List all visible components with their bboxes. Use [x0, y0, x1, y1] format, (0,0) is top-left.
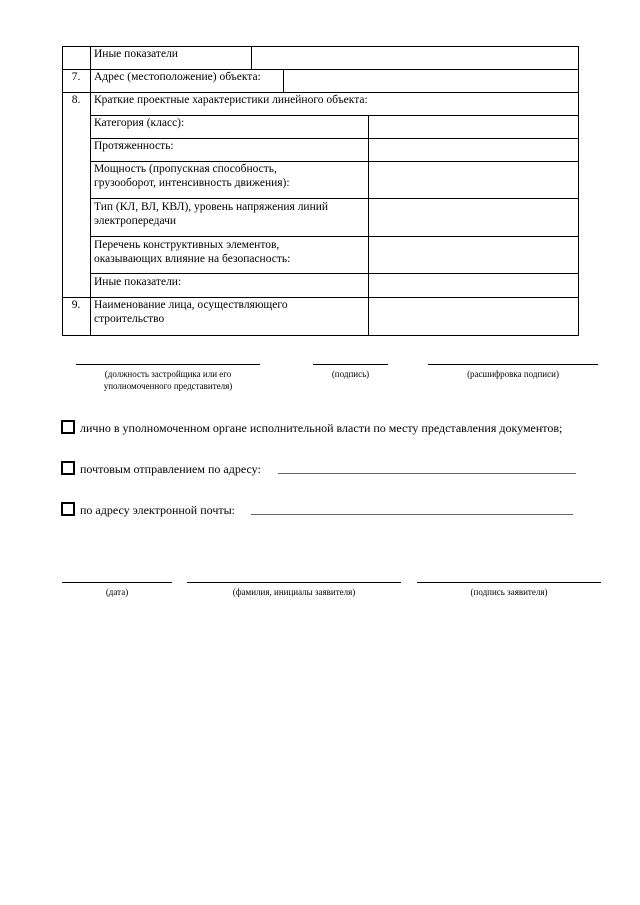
date-caption: (дата) [105, 587, 129, 597]
applicant-name-caption: (фамилия, инициалы заявителя) [232, 587, 356, 597]
email-checkbox[interactable] [61, 502, 75, 516]
subrow-value-cell [368, 273, 579, 298]
date-line[interactable] [62, 582, 172, 583]
row8-label: Краткие проектные характеристики линейного объекта: [94, 94, 368, 106]
decoding-line[interactable] [428, 364, 598, 365]
line-type-label-line2: электропередачи [94, 215, 177, 227]
applicant-signature-line[interactable] [417, 582, 601, 583]
elements-label-line1: Перечень конструктивных элементов, [94, 239, 280, 251]
email-label: по адресу электронной почты: [80, 503, 236, 517]
position-caption-line2: уполномоченного представителя) [103, 381, 233, 391]
row7-value-cell [283, 69, 579, 93]
row8-number: 8. [71, 94, 81, 106]
elements-label-line2: оказывающих влияние на безопасность: [94, 253, 291, 265]
subrow-value-cell [368, 198, 579, 237]
postal-checkbox[interactable] [61, 461, 75, 475]
signature-line[interactable] [313, 364, 388, 365]
other-indicators-label: Иные показатели [94, 48, 178, 60]
row7-number: 7. [71, 71, 81, 83]
applicant-signature-caption: (подпись заявителя) [470, 587, 548, 597]
length-label: Протяженность: [94, 140, 174, 152]
category-label: Категория (класс): [94, 117, 185, 129]
postal-label: почтовым отправлением по адресу: [80, 462, 261, 476]
email-address-field[interactable] [251, 514, 573, 515]
signature-caption: (подпись) [331, 369, 370, 379]
capacity-label-line2: грузооборот, интенсивность движения): [94, 177, 290, 189]
subrow-value-cell [368, 161, 579, 199]
in-person-checkbox[interactable] [61, 420, 75, 434]
other-indicators-sub-label: Иные показатели: [94, 276, 182, 288]
row7-label: Адрес (местоположение) объекта: [94, 71, 261, 83]
row9-value-cell [368, 297, 579, 336]
value-cell [251, 46, 579, 70]
postal-address-field[interactable] [278, 473, 576, 474]
in-person-label: лично в уполномоченном органе исполнительной власти по месту представления документов; [80, 421, 563, 435]
subrow-value-cell [368, 236, 579, 274]
capacity-label-line1: Мощность (пропускная способность, [94, 163, 277, 175]
row9-label-line2: строительство [94, 313, 165, 325]
subrow-value-cell [368, 138, 579, 162]
position-caption-line1: (должность застройщика или его [104, 369, 232, 379]
row9-label-line1: Наименование лица, осуществляющего [94, 299, 288, 311]
decoding-caption: (расшифровка подписи) [467, 369, 559, 379]
row9-number: 9. [71, 299, 81, 311]
position-line[interactable] [76, 364, 260, 365]
num-cell [62, 46, 91, 70]
applicant-name-line[interactable] [187, 582, 401, 583]
row8-num-cell [62, 92, 91, 298]
line-type-label-line1: Тип (КЛ, ВЛ, КВЛ), уровень напряжения линий [94, 201, 329, 213]
subrow-value-cell [368, 115, 579, 139]
